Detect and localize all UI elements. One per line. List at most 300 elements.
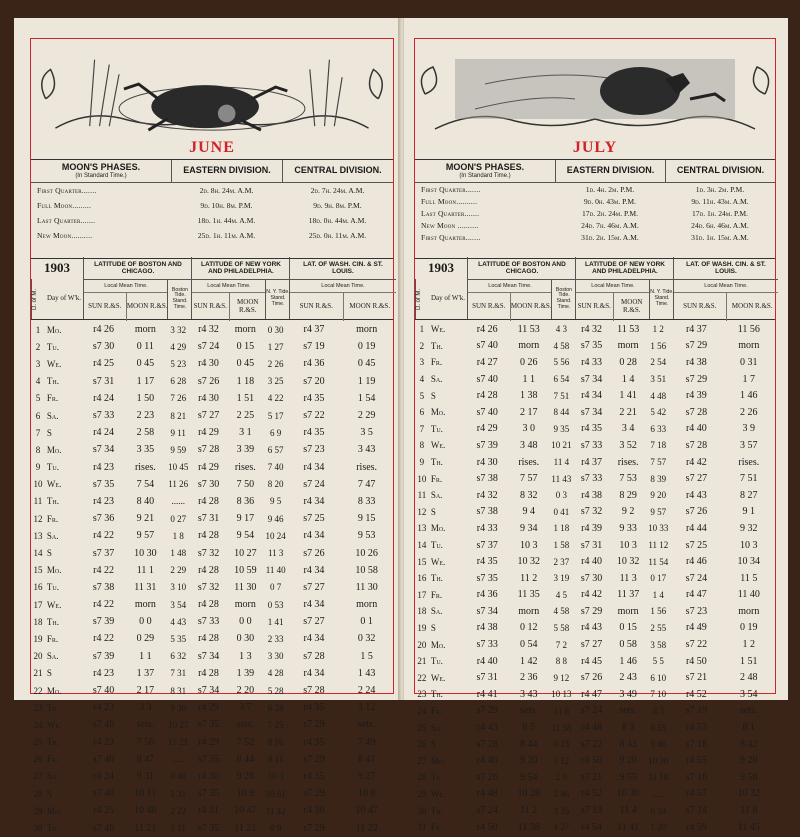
ny-moon: 7 52 <box>236 736 255 748</box>
ny-sun: s7 31 <box>580 539 603 551</box>
central-time: 18d. 0h. 44m. A.M. <box>308 216 367 225</box>
day-of-month: 28 <box>417 772 427 783</box>
ny-moon: 0 45 <box>236 358 255 370</box>
day-of-week: We. <box>430 556 446 567</box>
ny-tide: 5 17 <box>267 410 284 421</box>
day-of-week: Tu. <box>46 582 60 593</box>
wash-moon: 11 40 <box>737 589 760 601</box>
day-row <box>415 736 775 753</box>
day-of-week: S <box>430 739 436 750</box>
day-of-month: 21 <box>417 656 427 667</box>
wash-sun: r4 46 <box>685 556 707 568</box>
wash-sun: s7 24 <box>303 478 325 490</box>
wash-moon: 8 33 <box>357 495 376 507</box>
wash-moon: 10 32 <box>737 788 761 800</box>
boston-tide: 9 11 <box>170 427 186 438</box>
boston-tide: 11 43 <box>551 473 572 484</box>
day-of-month: 27 <box>33 771 43 782</box>
day-row <box>415 470 775 487</box>
ny-moon: 9 2 <box>621 506 635 518</box>
ny-tide: 4 28 <box>267 668 284 679</box>
boston-tide: 11 58 <box>551 722 572 733</box>
boston-moon: 2 17 <box>136 685 155 697</box>
wash-moon: 11 8 <box>740 805 758 817</box>
boston-tide: 11 26 <box>168 479 189 490</box>
day-row <box>415 338 775 355</box>
boston-moon: 0 29 <box>136 633 155 645</box>
wash-moon: 9 15 <box>357 513 376 525</box>
eastern-time: 2d. 8h. 24m. A.M. <box>199 186 254 195</box>
boston-moon: 11 53 <box>517 323 540 335</box>
ny-tide: 10 24 <box>265 530 286 541</box>
wash-sun: r4 55 <box>685 755 707 767</box>
wash-sun: s7 24 <box>685 572 708 584</box>
wash-moon: 2 26 <box>740 406 758 418</box>
boston-sun: s7 40 <box>92 719 115 731</box>
wash-moon: 10 8 <box>357 788 376 800</box>
wash-sun: r4 34 <box>303 667 325 679</box>
boston-tide: 5 58 <box>553 622 570 633</box>
ny-sun: r4 47 <box>581 688 602 700</box>
boston-moon: 8 40 <box>136 495 155 507</box>
boston-moon: 3 48 <box>520 439 538 451</box>
ny-moon: morn <box>234 324 256 336</box>
boston-moon: 2 36 <box>520 672 538 684</box>
day-row <box>415 819 775 836</box>
day-row <box>31 510 393 527</box>
wash-sun: s7 14 <box>685 805 708 817</box>
day-row <box>31 579 393 596</box>
day-row <box>415 769 775 786</box>
day-of-month: 29 <box>417 788 427 799</box>
day-of-week: Sa. <box>46 771 59 782</box>
wash-moon: 7 51 <box>740 473 758 485</box>
sun-header: SUN R.&S. <box>576 293 614 321</box>
ny-sun: s7 29 <box>580 605 603 617</box>
boston-tide: 10 27 <box>168 719 189 730</box>
boston-moon: 11 2 <box>520 805 538 817</box>
wash-sun: s7 29 <box>303 788 325 800</box>
boston-tide: 7 31 <box>170 668 187 679</box>
boston-sun: s7 40 <box>92 753 115 765</box>
day-of-month: 8 <box>35 444 41 455</box>
wash-moon: 8 27 <box>740 489 758 501</box>
wash-sun: s7 27 <box>303 616 325 628</box>
wash-sun: s7 28 <box>685 439 708 451</box>
wash-sun: s7 20 <box>303 375 325 387</box>
moon-header: MOON R.&S. <box>731 302 773 311</box>
wash-moon: 10 47 <box>355 805 378 817</box>
boston-tide: 5 23 <box>170 358 187 369</box>
day-of-month: 5 <box>35 393 41 404</box>
boston-tide: 4 29 <box>170 341 187 352</box>
phase-name: New Moon .......... <box>421 220 479 230</box>
day-of-month-header: D. of M. <box>415 279 430 319</box>
boston-tide: 11 4 <box>553 457 570 468</box>
central-time: 24d. 6h. 46m. A.M. <box>691 220 749 230</box>
ny-tide: 0 53 <box>267 599 284 610</box>
wash-moon: 3 57 <box>740 439 758 451</box>
local-mean-time-label: Local Mean Time. <box>468 280 552 293</box>
boston-sun: r4 23 <box>93 667 115 679</box>
day-of-week: We. <box>430 324 446 335</box>
ny-moon: 1 18 <box>236 375 255 387</box>
ny-moon: 10 9 <box>236 788 255 800</box>
wash-moon: 1 2 <box>742 639 756 651</box>
ny-tide: ...... <box>651 788 666 799</box>
ny-tide: 7 40 <box>267 462 284 473</box>
boston-sun: r4 24 <box>93 427 115 439</box>
day-of-month: 15 <box>417 556 427 567</box>
boston-sun: r4 24 <box>93 770 115 782</box>
day-row <box>31 424 393 441</box>
year-label: 1903 <box>44 260 70 275</box>
day-row <box>415 752 775 769</box>
ny-moon: 11 4 <box>619 805 637 817</box>
boston-sun: r4 23 <box>93 702 115 714</box>
wash-moon: 9 27 <box>357 770 376 782</box>
day-of-month: 31 <box>417 822 427 833</box>
wash-moon: 3 12 <box>357 702 376 714</box>
boston-tide: 1 58 <box>553 540 570 551</box>
day-row <box>31 441 393 458</box>
ny-sun: s7 26 <box>197 375 220 387</box>
wash-sun: s7 22 <box>303 410 325 422</box>
day-row <box>415 553 775 570</box>
sun-header: SUN R.&S. <box>674 293 727 321</box>
ny-moon: 0 15 <box>619 622 637 634</box>
ny-tide: 9 46 <box>267 513 284 524</box>
day-of-month: 30 <box>33 823 43 834</box>
day-row <box>31 407 393 424</box>
ny-sun: s7 28 <box>197 444 220 456</box>
wash-sun: s7 19 <box>685 705 708 717</box>
boston-moon: 8 32 <box>520 489 538 501</box>
ny-tide: 3 58 <box>650 639 667 650</box>
central-time: 17d. 1h. 24m. P.M. <box>692 208 748 218</box>
boston-tide: 5 35 <box>170 633 187 644</box>
boston-sun: r4 43 <box>476 722 498 734</box>
phase-name: Full Moon......... <box>37 201 92 210</box>
ny-tide: 9 20 <box>650 490 667 501</box>
day-row <box>415 437 775 454</box>
wash-moon: 9 1 <box>742 506 756 518</box>
boston-sun: s7 35 <box>92 478 115 490</box>
local-mean-time-label: Local Mean Time. <box>576 280 650 293</box>
boston-sun: s7 38 <box>92 581 115 593</box>
boston-sun: r4 30 <box>476 456 498 468</box>
wash-moon: 8 41 <box>357 753 376 765</box>
ny-sun: r4 28 <box>198 495 219 507</box>
day-row <box>415 537 775 554</box>
ny-tide: 7 57 <box>650 457 667 468</box>
day-row <box>415 786 775 803</box>
day-of-week-header: Day of W'k. <box>429 279 468 319</box>
local-mean-time-label: Local Mean Time. <box>84 280 168 293</box>
day-of-week: Mo. <box>46 805 62 816</box>
ny-moon: 3 52 <box>619 439 637 451</box>
boston-tide: 2 37 <box>553 556 570 567</box>
day-of-week: We. <box>46 599 62 610</box>
day-of-week: We. <box>430 440 446 451</box>
boston-tide: 8 31 <box>170 685 187 696</box>
day-row <box>415 620 775 637</box>
boston-tide: 3 11 <box>170 823 186 834</box>
month-title: JULY <box>572 139 618 156</box>
boston-tide: 3 32 <box>170 324 187 335</box>
local-mean-time-label: Local Mean Time. <box>192 280 266 293</box>
ny-moon: morn <box>617 605 639 617</box>
boston-sun: r4 26 <box>476 323 498 335</box>
boston-sun: r4 22 <box>93 530 115 542</box>
ny-moon: 9 55 <box>619 771 637 783</box>
ny-moon: 9 54 <box>236 530 255 542</box>
ny-moon: 1 46 <box>619 655 637 667</box>
boston-tide: 11 8 <box>553 705 570 716</box>
ny-moon: 1 39 <box>236 667 255 679</box>
day-of-month: 24 <box>417 705 427 716</box>
day-of-month: 10 <box>33 479 43 490</box>
ny-moon: 3 49 <box>619 688 637 700</box>
wash-sun: r4 34 <box>303 633 325 645</box>
day-of-week: Tu. <box>430 656 443 667</box>
wash-sun: s7 22 <box>685 639 708 651</box>
day-of-month: 22 <box>417 672 427 683</box>
boston-moon: 1 1 <box>139 650 152 662</box>
wash-sun: r4 34 <box>303 495 325 507</box>
day-of-week: Th. <box>46 376 60 387</box>
ny-moon: 10 47 <box>234 805 257 817</box>
wash-moon: 0 19 <box>740 622 758 634</box>
day-row <box>415 504 775 521</box>
boston-sun: r4 38 <box>476 622 498 634</box>
wash-moon: morn <box>356 599 378 611</box>
ny-tide: 0 9 <box>270 823 282 834</box>
boston-moon: 1 38 <box>520 390 538 402</box>
wash-moon: 8 42 <box>740 738 758 750</box>
boston-moon: 0 0 <box>139 616 152 628</box>
central-time: 25d. 0h. 11m. A.M. <box>308 231 367 240</box>
ny-tide: 0 34 <box>650 805 667 816</box>
boston-tide: 3 54 <box>170 599 187 610</box>
day-row <box>415 653 775 670</box>
local-mean-time-label: Local Mean Time. <box>290 280 396 293</box>
phase-row <box>415 207 775 219</box>
ny-sun: s7 30 <box>197 478 220 490</box>
ny-moon: 2 43 <box>619 672 637 684</box>
day-row <box>31 699 393 716</box>
day-of-month: 8 <box>419 440 425 451</box>
day-of-month: 23 <box>417 689 427 700</box>
boston-moon: 2 58 <box>136 427 155 439</box>
eastern-time: 9d. 10h. 8m. P.M. <box>200 201 253 210</box>
day-of-month: 2 <box>35 341 41 352</box>
ny-tide: 1 27 <box>267 341 284 352</box>
boston-moon: 3 43 <box>520 688 538 700</box>
boston-moon: morn <box>134 324 156 336</box>
wash-moon: morn <box>738 340 760 352</box>
wash-sun: r4 34 <box>303 530 325 542</box>
ny-tide: 1 20 <box>650 822 667 833</box>
wash-sun: s7 27 <box>685 473 708 485</box>
boston-tide: 2 46 <box>553 788 570 799</box>
wash-sun: s7 26 <box>685 506 708 518</box>
wash-sun: r4 50 <box>685 655 707 667</box>
day-row <box>415 719 775 736</box>
boston-sun: r4 32 <box>476 489 498 501</box>
sun-header: SUN R.&S. <box>84 293 127 321</box>
ny-sun: r4 29 <box>198 461 219 473</box>
ny-sun: s7 24 <box>197 341 220 353</box>
wash-sun: r4 49 <box>685 622 707 634</box>
boston-tide: 7 26 <box>170 393 187 404</box>
eastern-time: 25d. 1h. 11m. A.M. <box>197 231 256 240</box>
ny-moon: 0 15 <box>236 341 255 353</box>
wash-moon: 11 5 <box>740 572 758 584</box>
boston-sun: r4 24 <box>93 392 115 404</box>
day-row <box>31 665 393 682</box>
boston-sun: s7 38 <box>476 473 498 485</box>
day-of-month: 28 <box>33 788 43 799</box>
ny-moon: 10 32 <box>616 556 640 568</box>
group-title: LATITUDE OF NEW YORK AND PHILADELPHIA. <box>192 257 290 280</box>
boston-tide: ...... <box>171 496 185 507</box>
day-of-week: Tu. <box>430 423 443 434</box>
day-row <box>415 454 775 471</box>
ny-moon: 1 3 <box>239 650 252 662</box>
boston-sun: s7 40 <box>92 788 115 800</box>
wash-moon: 1 19 <box>357 375 376 387</box>
ny-moon: 1 4 <box>621 373 635 385</box>
boston-tide: 10 13 <box>551 689 572 700</box>
ny-tide: 9 57 <box>650 506 667 517</box>
boston-sun: r4 35 <box>476 556 498 568</box>
boston-moon: 11 35 <box>517 589 540 601</box>
day-of-week: S <box>430 622 436 633</box>
day-of-week: Tu. <box>430 540 443 551</box>
ny-tide: 11 3 <box>267 548 284 559</box>
phase-row <box>415 195 775 207</box>
boston-tide: 1 12 <box>553 755 570 766</box>
day-of-month: 19 <box>33 633 43 644</box>
wash-moon: 9 32 <box>740 522 758 534</box>
boston-moon: 10 28 <box>517 788 540 800</box>
boston-moon: 9 20 <box>520 755 538 767</box>
day-row <box>31 648 393 665</box>
boston-moon: 9 54 <box>520 771 538 783</box>
ny-sun: s7 32 <box>580 506 603 518</box>
boston-moon: 11 38 <box>517 821 540 833</box>
ny-sun: r4 37 <box>581 456 602 468</box>
ny-moon: 10 3 <box>619 539 637 551</box>
day-of-week: Th. <box>430 689 443 700</box>
day-row <box>31 527 393 544</box>
ny-sun: s7 32 <box>197 581 220 593</box>
day-of-month: 12 <box>417 506 427 517</box>
day-row <box>415 371 775 388</box>
ny-moon: 0 58 <box>619 639 637 651</box>
boston-tide: 1 8 <box>172 530 184 541</box>
boston-tide: 7 2 <box>555 639 567 650</box>
wash-moon: 11 30 <box>355 581 378 593</box>
boston-tide: 0 41 <box>553 506 570 517</box>
ny-moon: rises. <box>617 456 639 468</box>
boston-tide-header: Boston Tide. Stand. Time. <box>167 279 192 319</box>
moon-phases-table <box>415 159 775 259</box>
boston-moon: 3 35 <box>136 444 155 456</box>
ny-sun: r4 40 <box>581 556 602 568</box>
ny-sun: s7 21 <box>580 771 603 783</box>
wash-moon: 0 45 <box>357 358 376 370</box>
day-row <box>415 421 775 438</box>
boston-sun: s7 35 <box>476 572 498 584</box>
ny-tide: 1 2 <box>652 324 664 335</box>
ny-tide: 7 10 <box>650 689 667 700</box>
ny-tide: 6 10 <box>650 672 667 683</box>
ny-moon: 2 25 <box>236 410 255 422</box>
ny-tide: 6 9 <box>270 427 282 438</box>
ny-tide: 10 51 <box>265 788 286 799</box>
day-of-month: 23 <box>33 702 43 713</box>
day-of-month: 11 <box>33 496 43 507</box>
wash-moon: morn <box>738 605 760 617</box>
boston-moon: 8 44 <box>520 738 538 750</box>
wash-sun: s7 28 <box>685 406 708 418</box>
wash-moon: 9 56 <box>740 771 758 783</box>
boston-moon: sets. <box>520 705 538 717</box>
july-day-rows <box>415 321 775 835</box>
boston-sun: s7 34 <box>92 444 115 456</box>
day-of-week: We. <box>46 479 62 490</box>
boston-sun: s7 39 <box>92 616 115 628</box>
day-row <box>31 819 393 836</box>
boston-tide: 5 56 <box>553 357 570 368</box>
wash-sun: r4 39 <box>685 390 707 402</box>
ny-tide: 9 5 <box>270 496 282 507</box>
boston-moon: 1 17 <box>136 375 155 387</box>
day-of-month: 18 <box>33 616 43 627</box>
boston-tide: 0 27 <box>170 513 187 524</box>
wash-sun: s7 28 <box>303 650 325 662</box>
day-row <box>31 390 393 407</box>
boston-tide: ...... <box>171 754 185 765</box>
day-of-month: 9 <box>419 457 425 468</box>
wash-sun: s7 29 <box>303 822 325 834</box>
wash-moon: rises. <box>356 461 378 473</box>
boston-moon: morn <box>134 599 156 611</box>
day-of-week: Fr. <box>430 357 443 368</box>
boston-sun: s7 29 <box>476 705 498 717</box>
phase-name: First Quarter....... <box>37 186 97 195</box>
day-of-week: Sa. <box>46 410 59 421</box>
boston-sun: r4 23 <box>93 736 115 748</box>
moon-header: MOON R.&S. <box>510 302 552 311</box>
wash-moon: 10 58 <box>355 564 378 576</box>
wash-sun: r4 38 <box>685 356 707 368</box>
ny-sun: r4 32 <box>198 324 219 336</box>
boston-sun: s7 40 <box>476 373 498 385</box>
phases-subtitle: (In Standard Time.) <box>459 172 511 179</box>
boston-sun: r4 48 <box>476 788 498 800</box>
day-of-month: 15 <box>33 565 43 576</box>
central-time: 1d. 3h. 2m. P.M. <box>695 184 745 194</box>
wash-sun: s7 26 <box>303 547 325 559</box>
boston-moon: 10 30 <box>134 547 157 559</box>
boston-moon: 1 50 <box>136 392 155 404</box>
day-row <box>31 682 393 699</box>
day-row <box>31 596 393 613</box>
day-of-week: We. <box>46 719 62 730</box>
